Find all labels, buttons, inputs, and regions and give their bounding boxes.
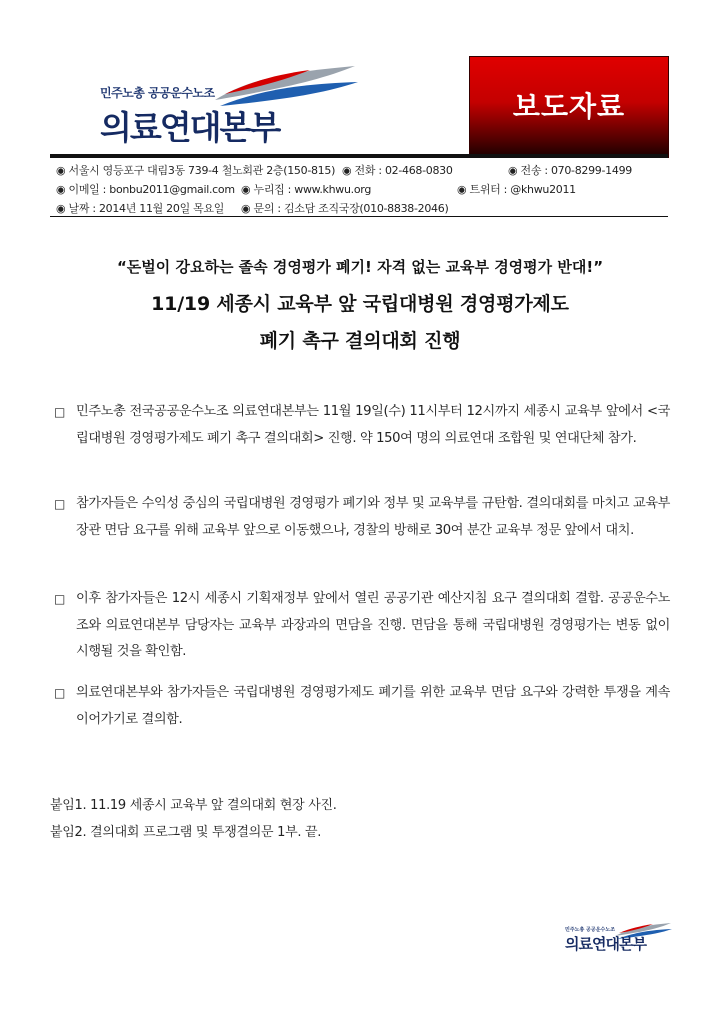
footer-org-small: 민주노총 공공운수노조 (565, 927, 616, 933)
headline-title-line1: 11/19 세종시 교육부 앞 국립대병원 경영평가제도 (151, 293, 569, 315)
contact-date: ◉ 날짜 : 2014년 11월 20일 목요일 (56, 202, 225, 215)
body-paragraph (50, 586, 670, 666)
contact-fax: ◉ 전송 : 070-8299-1499 (508, 164, 632, 177)
org-logo (100, 60, 360, 152)
bullet-marker: □ (54, 405, 65, 419)
header-divider (50, 154, 668, 158)
contact-web: ◉ 누리집 : www.khwu.org (241, 183, 371, 196)
contact-divider (50, 216, 668, 217)
contact-email: ◉ 이메일 : bonbu2011@gmail.com (56, 183, 235, 196)
attachment-item: 붙임1. 11.19 세종시 교육부 앞 결의대회 현장 사진. (50, 798, 337, 813)
press-release-label: 보도자료 (512, 90, 626, 123)
bullet-marker: □ (54, 686, 65, 700)
bullet-marker: □ (54, 592, 65, 606)
headline-quote: “돈벌이 강요하는 졸속 경영평가 폐기! 자격 없는 교육부 경영평가 반대!” (116, 258, 604, 276)
paragraph-text: 의료연대본부와 참가자들은 국립대병원 경영평가제도 폐기를 위한 교육부 면담 요구와 강력한 투쟁을 계속 이어가기로 결의함. (76, 685, 670, 727)
footer-org-big: 의료연대본부 (565, 935, 646, 953)
body-paragraph (50, 399, 670, 452)
contact-address: ◉ 서울시 영등포구 대림3동 739-4 철노회관 2층(150-815) (56, 164, 336, 177)
paragraph-text: 참가자들은 수익성 중심의 국립대병원 경영평가 폐기와 정부 및 교육부를 규탄함. 결의대회를 마치고 교육부 장관 면담 요구를 위해 교육부 앞으로 이동했으나, 경찰의 방해로 30여 분간 교육부 정문 앞에서 대치. (76, 496, 670, 538)
contact-inquiry: ◉ 문의 : 김소담 조직국장(010-8838-2046) (241, 202, 449, 215)
org-name-big: 의료연대본부 (100, 108, 280, 147)
press-release-banner (469, 56, 669, 158)
org-name-small: 민주노총 공공운수노조 (100, 86, 215, 100)
paragraph-text: 이후 참가자들은 12시 세종시 기획재정부 앞에서 열린 공공기관 예산지침 요구 결의대회 결합. 공공운수노조와 의료연대본부 담당자는 교육부 과장과의 면담을 진행. 면담을 통해 국립대병원 경영평가는 변동 없이 시행될 것을 확인함. (76, 591, 670, 659)
footer-logo (565, 920, 675, 960)
headline-title-line2: 폐기 촉구 결의대회 진행 (259, 330, 461, 352)
bullet-marker: □ (54, 497, 65, 511)
body-paragraph (50, 680, 670, 733)
body-paragraph (50, 491, 670, 544)
contact-twitter: ◉ 트위터 : @khwu2011 (457, 183, 576, 196)
attachment-item: 붙임2. 결의대회 프로그램 및 투쟁결의문 1부. 끝. (50, 825, 322, 840)
contact-phone: ◉ 전화 : 02-468-0830 (342, 164, 453, 177)
paragraph-text: 민주노총 전국공공운수노조 의료연대본부는 11월 19일(수) 11시부터 12시까지 세종시 교육부 앞에서 <국립대병원 경영평가제도 폐기 촉구 결의대회> 진행. 약 150여 명의 의료연대 조합원 및 연대단체 참가. (76, 404, 670, 446)
